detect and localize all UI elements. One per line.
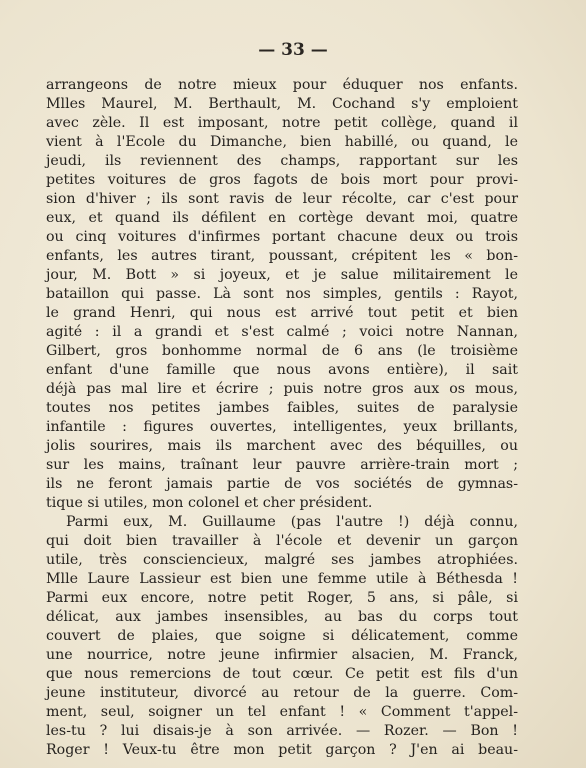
text-line: Parmi eux, M. Guillaume (pas l'autre !) déjà connu, <box>66 514 518 530</box>
text-line: sion d'hiver ; ils sont ravis de leur récolte, car c'est pour <box>46 191 518 207</box>
text-line: enfant d'une famille que nous avons entière), il sait <box>46 362 518 378</box>
text-line: couvert de plaies, que soigne si délicatement, comme <box>46 628 518 644</box>
text-line: bataillon qui passe. Là sont nos simples, gentils : Rayot, <box>46 286 518 302</box>
text-line: toutes nos petites jambes faibles, suites de paralysie <box>46 400 518 416</box>
text-line: Mlles Maurel, M. Berthault, M. Cochand s'y emploient <box>46 96 518 112</box>
text-line: le grand Henri, qui nous est arrivé tout petit et bien <box>46 305 518 321</box>
text-line: déjà pas mal lire et écrire ; puis notre gros aux os mous, <box>46 381 518 397</box>
text-line: Mlle Laure Lassieur est bien une femme utile à Béthesda ! <box>46 571 518 587</box>
text-line: enfants, les autres tirant, poussant, crépitent les « bon- <box>46 248 518 264</box>
text-line: une nourrice, notre jeune infirmier alsacien, M. Franck, <box>46 647 518 663</box>
text-line: jeudi, ils reviennent des champs, rapportant sur les <box>46 153 518 169</box>
text-line: vient à l'Ecole du Dimanche, bien habillé, ou quand, le <box>46 134 518 150</box>
text-line: Parmi eux encore, notre petit Roger, 5 ans, si pâle, si <box>46 590 518 606</box>
text-line: agité : il a grandi et s'est calmé ; voici notre Nannan, <box>46 324 518 340</box>
text-line: eux, et quand ils défilent en cortège devant moi, quatre <box>46 210 518 226</box>
page-number: — 33 — <box>258 40 328 60</box>
text-line: délicat, aux jambes insensibles, au bas du corps tout <box>46 609 518 625</box>
text-line: infantile : figures ouvertes, intelligentes, yeux brillants, <box>46 419 518 435</box>
text-line: qui doit bien travailler à l'école et devenir un garçon <box>46 533 518 549</box>
body-text <box>46 76 518 760</box>
text-line: ils ne feront jamais partie de vos sociétés de gymnas- <box>46 476 518 492</box>
text-line: ou cinq voitures d'infirmes portant chacune deux ou trois <box>46 229 518 245</box>
text-line: jour, M. Bott » si joyeux, et je salue militairement le <box>46 267 518 283</box>
text-line: arrangeons de notre mieux pour éduquer nos enfants. <box>46 77 518 93</box>
text-line: jolis sourires, mais ils marchent avec des béquilles, ou <box>46 438 518 454</box>
text-line: petites voitures de gros fagots de bois mort pour provi- <box>46 172 518 188</box>
text-line: tique si utiles, mon colonel et cher président. <box>46 495 373 511</box>
text-line: avec zèle. Il est imposant, notre petit collège, quand il <box>46 115 518 131</box>
text-line: les-tu ? lui disais-je à son arrivée. — Rozer. — Bon ! <box>46 723 518 739</box>
text-line: jeune instituteur, divorcé au retour de la guerre. Com- <box>46 685 518 701</box>
text-line: utile, très consciencieux, malgré ses jambes atrophiées. <box>46 552 518 568</box>
text-line: Gilbert, gros bonhomme normal de 6 ans (le troisième <box>46 343 518 359</box>
text-line: Roger ! Veux-tu être mon petit garçon ? J'en ai beau- <box>46 742 518 758</box>
text-line: ment, seul, soigner un tel enfant ! « Comment t'appel- <box>46 704 518 720</box>
text-line: sur les mains, traînant leur pauvre arrière-train mort ; <box>46 457 518 473</box>
text-line: que nous remercions de tout cœur. Ce petit est fils d'un <box>46 666 518 682</box>
